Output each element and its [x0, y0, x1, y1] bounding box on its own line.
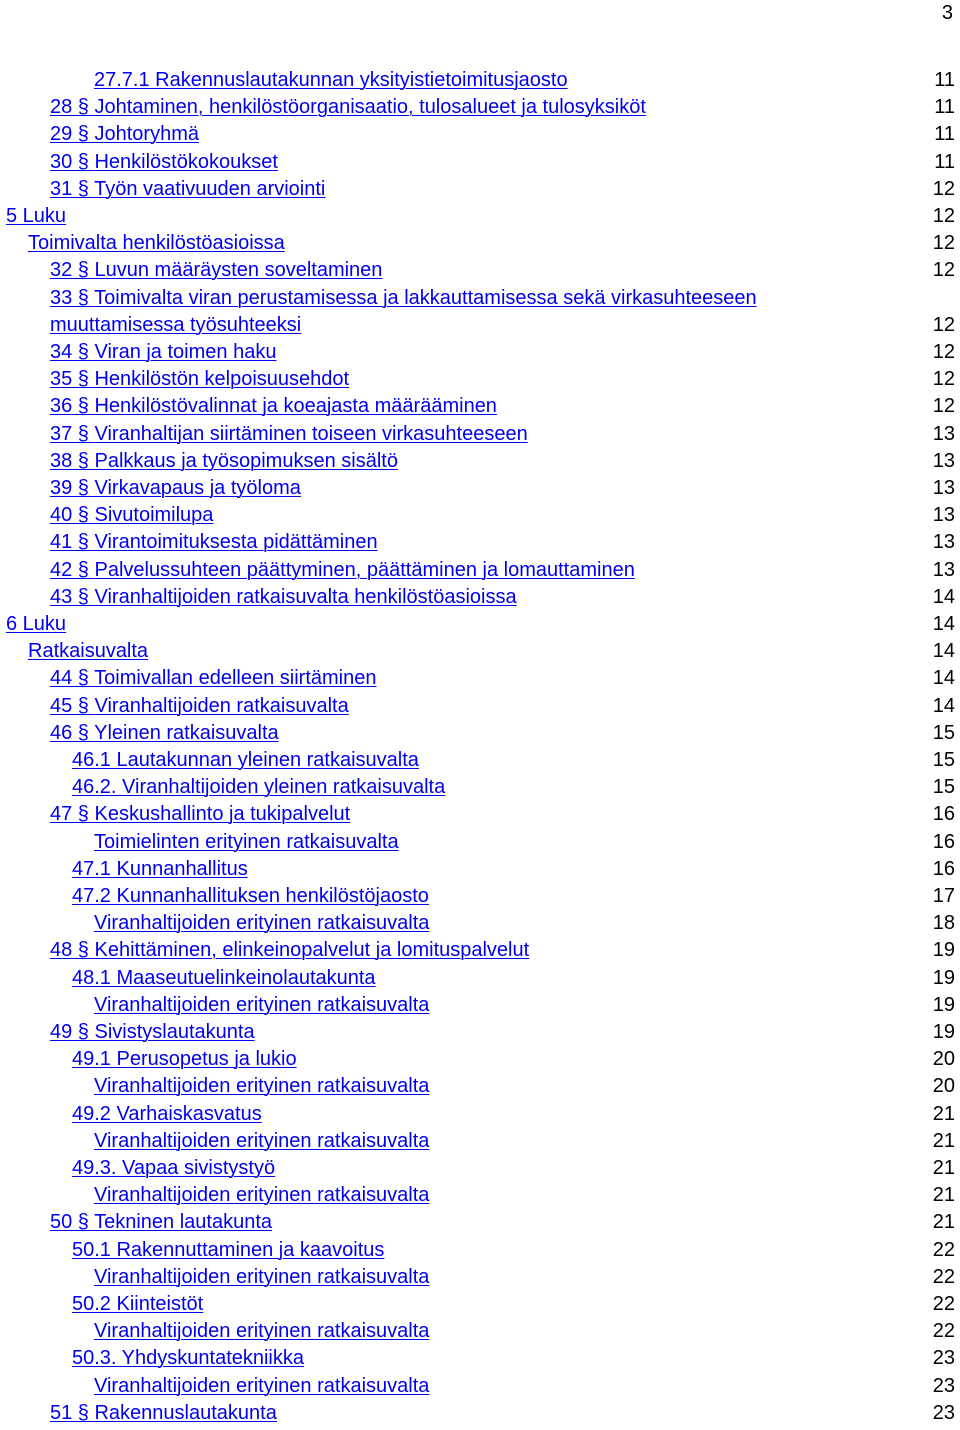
- toc-page-number: 12: [932, 314, 955, 336]
- toc-page-number: 19: [932, 967, 955, 989]
- toc-entry[interactable]: [0, 1073, 960, 1100]
- toc-entry[interactable]: [0, 1209, 960, 1236]
- toc-entry[interactable]: [0, 774, 960, 801]
- toc-page-number: 13: [932, 477, 955, 499]
- toc-entry[interactable]: [0, 149, 960, 176]
- toc-entry-link[interactable]: Viranhaltijoiden erityinen ratkaisuvalta: [94, 1184, 430, 1206]
- toc-entry[interactable]: [0, 1237, 960, 1264]
- toc-page-number: 14: [932, 640, 955, 662]
- toc-entry-link[interactable]: 44 § Toimivallan edelleen siirtäminen: [50, 667, 377, 689]
- toc-page-number: 13: [932, 450, 955, 472]
- toc-entry-link[interactable]: 50.1 Rakennuttaminen ja kaavoitus: [72, 1239, 385, 1261]
- toc-entry-link[interactable]: 49 § Sivistyslautakunta: [50, 1021, 255, 1043]
- toc-page-number: 13: [932, 531, 955, 553]
- toc-entry-link[interactable]: 46.1 Lautakunnan yleinen ratkaisuvalta: [72, 749, 419, 771]
- toc-entry[interactable]: [0, 1101, 960, 1128]
- toc-page-number: 16: [932, 803, 955, 825]
- toc-entry-link[interactable]: 40 § Sivutoimilupa: [50, 504, 214, 526]
- toc-page-number: 14: [932, 586, 955, 608]
- toc-entry-link[interactable]: Viranhaltijoiden erityinen ratkaisuvalta: [94, 1075, 430, 1097]
- toc-entry[interactable]: [0, 720, 960, 747]
- toc-entry[interactable]: [0, 502, 960, 529]
- toc-entry-link[interactable]: 27.7.1 Rakennuslautakunnan yksityistietoimitusjaosto: [94, 69, 568, 91]
- toc-entry[interactable]: [0, 176, 960, 203]
- toc-entry-link[interactable]: 6 Luku: [6, 613, 67, 635]
- toc-entry[interactable]: [0, 448, 960, 475]
- toc-entry[interactable]: [0, 1318, 960, 1345]
- toc-entry-link[interactable]: 42 § Palvelussuhteen päättyminen, päättäminen ja lomauttaminen: [50, 559, 635, 581]
- toc-page-number: 19: [932, 994, 955, 1016]
- toc-entry[interactable]: [0, 1400, 960, 1427]
- toc-page-number: 11: [934, 151, 955, 173]
- toc-page-number: 14: [932, 695, 955, 717]
- toc-entry-link[interactable]: 47 § Keskushallinto ja tukipalvelut: [50, 803, 351, 825]
- toc-page-number: 21: [932, 1130, 955, 1152]
- toc-page-number: 14: [932, 667, 955, 689]
- toc-entry-link[interactable]: 50.3. Yhdyskuntatekniikka: [72, 1347, 305, 1369]
- toc-page-number: 16: [932, 831, 955, 853]
- toc-page-number: 20: [932, 1048, 955, 1070]
- toc-entry[interactable]: [0, 937, 960, 964]
- toc-entry-link[interactable]: 37 § Viranhaltijan siirtäminen toiseen virkasuhteeseen: [50, 423, 528, 445]
- toc-entry-link[interactable]: muuttamisessa työsuhteeksi: [50, 314, 302, 336]
- toc-entry[interactable]: [0, 747, 960, 774]
- toc-page-number: 11: [934, 96, 955, 118]
- toc-entry-link[interactable]: Viranhaltijoiden erityinen ratkaisuvalta: [94, 912, 430, 934]
- toc-entry-link[interactable]: 38 § Palkkaus ja työsopimuksen sisältö: [50, 450, 398, 472]
- toc-entry[interactable]: [0, 665, 960, 692]
- toc-entry-link[interactable]: 48 § Kehittäminen, elinkeinopalvelut ja lomituspalvelut: [50, 939, 530, 961]
- toc-entry[interactable]: [0, 910, 960, 937]
- toc-page-number: 13: [932, 504, 955, 526]
- toc-entry-link[interactable]: 49.2 Varhaiskasvatus: [72, 1103, 262, 1125]
- toc-page-number: 17: [932, 885, 955, 907]
- toc-entry-link[interactable]: 35 § Henkilöstön kelpoisuusehdot: [50, 368, 350, 390]
- toc-page-number: 15: [932, 722, 955, 744]
- toc-entry[interactable]: [0, 230, 960, 257]
- toc-entry[interactable]: [0, 883, 960, 910]
- toc-entry[interactable]: [0, 829, 960, 856]
- toc-page-number: 11: [934, 123, 955, 145]
- toc-entry[interactable]: [0, 856, 960, 883]
- toc-page-number: 13: [932, 559, 955, 581]
- toc-entry[interactable]: [0, 366, 960, 393]
- toc-entry[interactable]: [0, 67, 960, 94]
- toc-entry-link[interactable]: 45 § Viranhaltijoiden ratkaisuvalta: [50, 695, 349, 717]
- toc-entry[interactable]: [0, 257, 960, 284]
- toc-entry[interactable]: [0, 1373, 960, 1400]
- toc-entry-link[interactable]: 47.2 Kunnanhallituksen henkilöstöjaosto: [72, 885, 429, 907]
- toc-entry-link[interactable]: Viranhaltijoiden erityinen ratkaisuvalta: [94, 1320, 430, 1342]
- toc-entry[interactable]: [0, 421, 960, 448]
- toc-page-number: 21: [932, 1211, 955, 1233]
- toc-page-number: 21: [932, 1184, 955, 1206]
- toc-page-number: 19: [932, 939, 955, 961]
- toc-page-number: 16: [932, 858, 955, 880]
- toc-page-number: 22: [932, 1239, 955, 1261]
- toc-entry-link[interactable]: 48.1 Maaseutuelinkeinolautakunta: [72, 967, 376, 989]
- toc-page-number: 23: [932, 1402, 955, 1424]
- toc-entry[interactable]: [0, 529, 960, 556]
- toc-page-number: 21: [932, 1157, 955, 1179]
- toc-entry[interactable]: [0, 94, 960, 121]
- toc-page-number: 21: [932, 1103, 955, 1125]
- toc-entry[interactable]: [0, 121, 960, 148]
- toc-entry-link[interactable]: 50 § Tekninen lautakunta: [50, 1211, 273, 1233]
- toc-page-number: 14: [932, 613, 955, 635]
- toc-entry[interactable]: [0, 339, 960, 366]
- toc-entry-link[interactable]: 30 § Henkilöstökokoukset: [50, 151, 278, 173]
- toc-entry[interactable]: [0, 393, 960, 420]
- toc-page-number: 12: [932, 341, 955, 363]
- toc-page-number: 12: [932, 178, 955, 200]
- toc-entry-link[interactable]: 49.1 Perusopetus ja lukio: [72, 1048, 297, 1070]
- toc-entry[interactable]: [0, 1345, 960, 1372]
- toc-page-number: 22: [932, 1266, 955, 1288]
- toc-entry-link[interactable]: 51 § Rakennuslautakunta: [50, 1402, 277, 1424]
- toc-page-number: 20: [932, 1075, 955, 1097]
- toc-entry-link[interactable]: Toimivalta henkilöstöasioissa: [28, 232, 285, 254]
- toc-entry-link[interactable]: 41 § Virantoimituksesta pidättäminen: [50, 531, 378, 553]
- toc-entry-link[interactable]: 43 § Viranhaltijoiden ratkaisuvalta henkilöstöasioissa: [50, 586, 517, 608]
- toc-entry[interactable]: [0, 992, 960, 1019]
- toc-entry-link[interactable]: 47.1 Kunnanhallitus: [72, 858, 248, 880]
- toc-entry[interactable]: [0, 1155, 960, 1182]
- toc-page-number: 12: [932, 205, 955, 227]
- toc-page-number: 15: [932, 749, 955, 771]
- toc-page-number: 18: [932, 912, 955, 934]
- toc-page-number: 12: [932, 259, 955, 281]
- toc-entry[interactable]: [0, 1182, 960, 1209]
- toc-page-number: 12: [932, 368, 955, 390]
- toc-entry-link[interactable]: Viranhaltijoiden erityinen ratkaisuvalta: [94, 1130, 430, 1152]
- toc-entry[interactable]: [0, 965, 960, 992]
- toc-entry-link[interactable]: 46 § Yleinen ratkaisuvalta: [50, 722, 279, 744]
- toc-entry-link[interactable]: Viranhaltijoiden erityinen ratkaisuvalta: [94, 1375, 430, 1397]
- toc-entry-link[interactable]: 36 § Henkilöstövalinnat ja koeajasta määrääminen: [50, 395, 497, 417]
- toc-entry-link[interactable]: 29 § Johtoryhmä: [50, 123, 199, 145]
- toc-entry-link[interactable]: 32 § Luvun määräysten soveltaminen: [50, 259, 383, 281]
- toc-entry[interactable]: [0, 1264, 960, 1291]
- toc-entry[interactable]: [0, 475, 960, 502]
- toc-entry-link[interactable]: 50.2 Kiinteistöt: [72, 1293, 204, 1315]
- toc-entry[interactable]: [0, 584, 960, 611]
- toc-entry[interactable]: [0, 611, 960, 638]
- toc-entry-link[interactable]: 28 § Johtaminen, henkilöstöorganisaatio, tulosalueet ja tulosyksiköt: [50, 96, 646, 118]
- toc-page-number: 23: [932, 1375, 955, 1397]
- toc-entry[interactable]: [0, 1291, 960, 1318]
- toc-page-number: 22: [932, 1293, 955, 1315]
- toc-entry[interactable]: [0, 1019, 960, 1046]
- toc-entry-link[interactable]: Toimielinten erityinen ratkaisuvalta: [94, 831, 399, 853]
- toc-page-number: 12: [932, 395, 955, 417]
- toc-page-number: 15: [932, 776, 955, 798]
- toc-entry[interactable]: [0, 801, 960, 828]
- toc-entry-link[interactable]: 39 § Virkavapaus ja työloma: [50, 477, 301, 499]
- toc-entry[interactable]: [0, 1046, 960, 1073]
- toc-entry-link[interactable]: 49.3. Vapaa sivistystyö: [72, 1157, 276, 1179]
- toc-entry-link[interactable]: Viranhaltijoiden erityinen ratkaisuvalta: [94, 994, 430, 1016]
- toc-page-number: 11: [934, 69, 955, 91]
- toc-page-number: 12: [932, 232, 955, 254]
- toc-page-number: 23: [932, 1347, 955, 1369]
- toc-entry[interactable]: [0, 693, 960, 720]
- page-number: 3: [941, 2, 953, 24]
- toc-entry[interactable]: [0, 203, 960, 230]
- toc-page-number: 13: [932, 423, 955, 445]
- toc-entry-link[interactable]: Ratkaisuvalta: [28, 640, 149, 662]
- toc-page-number: 22: [932, 1320, 955, 1342]
- toc-entry-link[interactable]: 5 Luku: [6, 205, 67, 227]
- toc-entry[interactable]: [0, 557, 960, 584]
- toc-entry-link[interactable]: 46.2. Viranhaltijoiden yleinen ratkaisuvalta: [72, 776, 446, 798]
- toc-entry-link[interactable]: 33 § Toimivalta viran perustamisessa ja lakkauttamisessa sekä virkasuhteeseen: [50, 287, 757, 309]
- toc-entry[interactable]: [0, 638, 960, 665]
- toc-entry[interactable]: [0, 1128, 960, 1155]
- toc-page-number: 19: [932, 1021, 955, 1043]
- toc-entry[interactable]: [0, 285, 960, 312]
- toc-entry-link[interactable]: Viranhaltijoiden erityinen ratkaisuvalta: [94, 1266, 430, 1288]
- toc-entry-link[interactable]: 34 § Viran ja toimen haku: [50, 341, 277, 363]
- toc-entry-link[interactable]: 31 § Työn vaativuuden arviointi: [50, 178, 326, 200]
- toc-entry[interactable]: [0, 312, 960, 339]
